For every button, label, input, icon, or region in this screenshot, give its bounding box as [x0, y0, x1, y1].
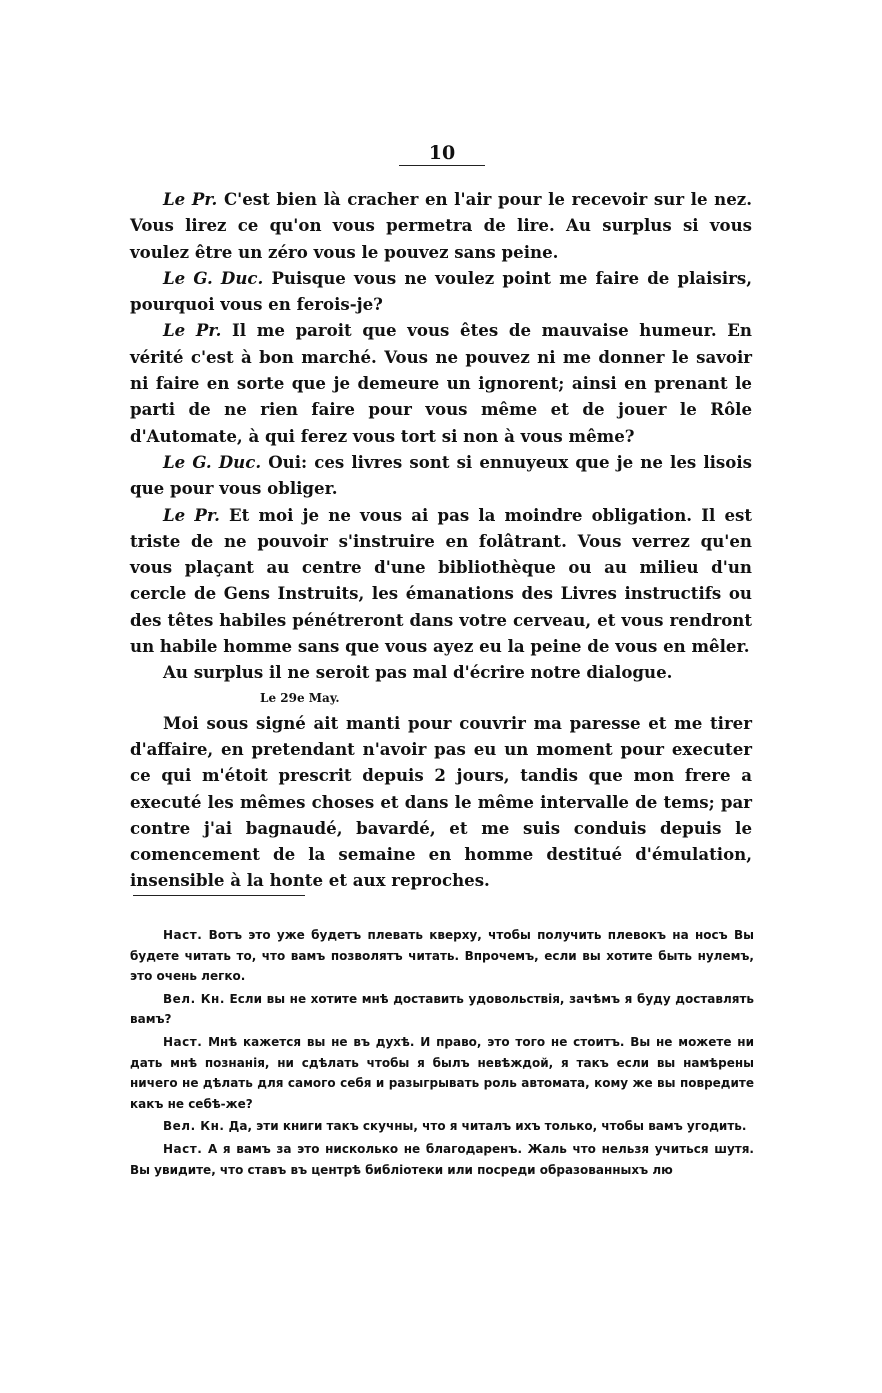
speaker: Le G. Duc.	[163, 451, 262, 472]
speaker: Вел. Кн.	[163, 991, 225, 1006]
speech: Мнѣ кажется вы не въ духѣ. И право, это того не стоитъ. Вы не можете ни дать мнѣ познанія, ни сдѣлать чтобы я былъ невѣждой, я такъ если вы намѣрены ничего не дѣлать для самого себя и разыгрывать роль автомата, кому же вы повредите какъ не себѣ-же?	[130, 1034, 754, 1111]
speaker: Le Pr.	[163, 189, 218, 209]
speech: Вотъ это уже будетъ плевать кверху, чтобы получить плевокъ на носъ Вы будете читать то, что вамъ позволятъ читать. Впрочемъ, если вы хотите быть нулемъ, это очень легко.	[130, 928, 754, 984]
french-text	[130, 186, 752, 894]
speaker: Le G. Duc.	[163, 267, 264, 288]
speech: C'est bien là cracher en l'air pour le recevoir sur le nez. Vous lirez ce qu'on vous permetra de lire. Au surplus si vous voulez être un zéro vous le pouvez sans peine.	[130, 189, 752, 262]
speech: Если вы не хотите мнѣ доставить удовольствія, зачѣмъ я буду доставлять вамъ?	[130, 991, 754, 1027]
page-number: 10	[399, 142, 485, 166]
speech: Il me paroit que vous êtes de mauvaise humeur. En vérité c'est à bon marché. Vous ne pouvez ni me donner le savoir ni faire en sorte que je demeure un ignorent; ainsi en prenant le parti de ne rien faire pour vous même et de jouer le Rôle d'Automate, à qui ferez vous tort si non à vous même?	[130, 320, 752, 446]
date-heading: Le 29e May.	[260, 690, 340, 705]
speech: А я вамъ за это нисколько не благодаренъ. Жаль что нельзя учиться шутя. Вы увидите, что ставъ въ центрѣ библіотеки или посреди образованныхъ лю	[130, 1141, 754, 1177]
footnote-divider	[133, 895, 305, 896]
dialogue-paragraph	[130, 186, 752, 265]
translation-paragraph	[130, 1116, 754, 1137]
speech: Oui: ces livres sont si ennuyeux que je ne les lisois que pour vous obliger.	[130, 451, 752, 499]
translation-paragraph	[130, 1032, 754, 1114]
speaker: Наст.	[163, 928, 203, 942]
translation-paragraph	[130, 989, 754, 1030]
dialogue-paragraph	[130, 449, 752, 502]
speech: Puisque vous ne voulez point me faire de plaisirs, pourquoi vous en ferois-je?	[130, 267, 752, 315]
speaker: Le Pr.	[163, 504, 220, 525]
speech: Et moi je ne vous ai pas la moindre obligation. Il est triste de ne pouvoir s'instruire en folâtrant. Vous verrez qu'en vous plaçant au centre d'une bibliothèque ou au milieu d'un cercle de Gens Instruits, les émanations des Livres instructifs ou des têtes habiles pénétreront dans votre cerveau, et vous rendront un habile homme sans que vous ayez eu la peine de vous en mêler.	[130, 504, 753, 657]
speech: Да, эти книги такъ скучны, что я читалъ ихъ только, чтобы вамъ угодить.	[228, 1119, 747, 1134]
dialogue-paragraph	[130, 265, 752, 318]
speaker: Наст.	[163, 1034, 203, 1049]
translation-paragraph	[130, 925, 754, 987]
confession-paragraph: Moi sous signé ait manti pour couvrir ma paresse et me tirer d'affaire, en pretendant n'avoir pas eu un moment pour executer ce qui m'étoit prescrit depuis 2 jours, tandis que mon frere a executé les mêmes choses et dans le même intervalle de tems; par contre j'ai bagnaudé, bavardé, et me suis conduis depuis le comencement de la semaine en homme destitué d'émulation, insensible à la honte et aux reproches.	[130, 712, 752, 891]
russian-translation	[130, 925, 754, 1180]
speaker: Наст.	[163, 1141, 203, 1156]
speaker: Le Pr.	[163, 320, 222, 341]
dialogue-paragraph	[130, 502, 752, 660]
dialogue-paragraph	[130, 317, 752, 448]
translation-paragraph	[130, 1139, 754, 1180]
closing-line: Au surplus il ne seroit pas mal d'écrire notre dialogue.	[163, 662, 673, 683]
speaker: Вел. Кн.	[163, 1119, 225, 1134]
